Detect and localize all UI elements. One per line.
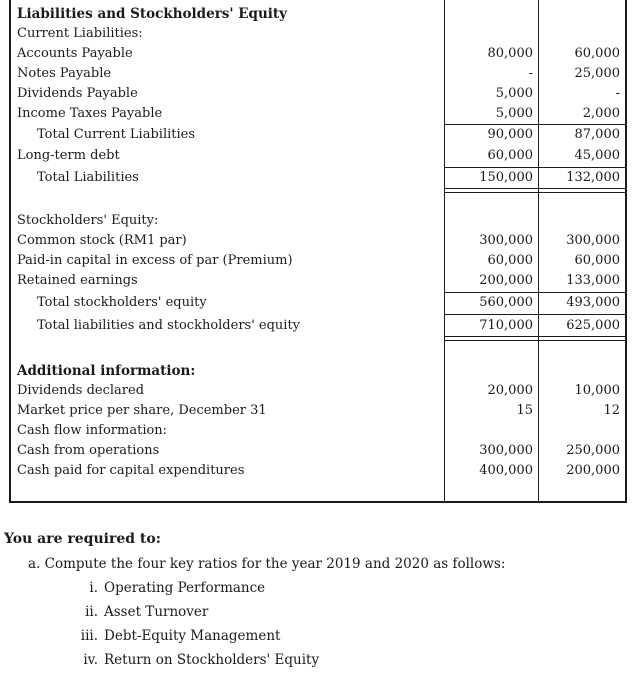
value-2019: 45,000: [574, 148, 620, 163]
table-row: [11, 421, 625, 441]
row-label: Current Liabilities:: [17, 26, 143, 41]
table-row: [11, 271, 625, 291]
value-2020: 80,000: [487, 46, 533, 61]
item-text: Operating Performance: [104, 580, 266, 596]
section-heading-equity: [11, 211, 625, 231]
value-2019: 250,000: [566, 443, 620, 458]
row-label: Total Liabilities: [37, 170, 139, 185]
value-2019: 200,000: [566, 463, 620, 478]
value-2020: 20,000: [487, 383, 533, 398]
table-row: [11, 104, 625, 124]
value-2019: 12: [603, 403, 620, 418]
table-row: [11, 441, 625, 461]
row-label: Dividends declared: [17, 383, 145, 398]
value-2020: 400,000: [479, 463, 533, 478]
value-2020: 150,000: [479, 170, 533, 185]
row-label: Cash paid for capital expenditures: [17, 463, 245, 478]
row-label: Common stock (RM1 par): [17, 233, 187, 248]
value-2019: 60,000: [574, 46, 620, 61]
requirement-item: [76, 604, 208, 620]
requirement-item: [76, 628, 280, 644]
value-2019: -: [615, 86, 620, 101]
value-2020: 200,000: [479, 273, 533, 288]
item-number: iv.: [83, 652, 98, 668]
row-label: Accounts Payable: [17, 46, 133, 61]
value-2020: 90,000: [487, 127, 533, 142]
value-2019: 132,000: [566, 170, 620, 185]
value-2019: 493,000: [566, 295, 620, 310]
value-2019: 87,000: [574, 127, 620, 142]
row-label: Notes Payable: [17, 66, 112, 81]
value-2020: -: [528, 66, 533, 81]
row-label: Income Taxes Payable: [17, 106, 163, 121]
value-2020: 5,000: [495, 86, 533, 101]
value-2019: 25,000: [574, 66, 620, 81]
value-2019: 625,000: [566, 318, 620, 333]
table-row: [11, 381, 625, 401]
row-label: Paid-in capital in excess of par (Premium): [17, 253, 293, 268]
table-row: [11, 316, 625, 336]
value-2020: 60,000: [487, 148, 533, 163]
row-label: Total Current Liabilities: [37, 127, 196, 142]
row-label: Total liabilities and stockholders' equity: [37, 318, 301, 333]
row-label: Total stockholders' equity: [37, 295, 207, 310]
table-row: [11, 401, 625, 421]
subtotal-rule: [444, 314, 625, 315]
double-rule: [444, 188, 625, 193]
value-2019: 60,000: [574, 253, 620, 268]
balance-sheet-table: [9, 0, 627, 503]
table-row: [11, 44, 625, 64]
item-number: ii.: [85, 604, 98, 620]
item-text: Asset Turnover: [104, 604, 209, 620]
row-label: Long-term debt: [17, 148, 120, 163]
value-2020: 15: [516, 403, 533, 418]
item-text: Return on Stockholders' Equity: [104, 652, 320, 668]
row-label: Retained earnings: [17, 273, 138, 288]
row-label: Market price per share, December 31: [17, 403, 267, 418]
table-row: [11, 84, 625, 104]
row-label: Cash from operations: [17, 443, 160, 458]
item-text: Debt-Equity Management: [104, 628, 281, 644]
requirement-part-a: a. Compute the four key ratios for the year 2019 and 2020 as follows:: [28, 556, 506, 572]
section-heading-additional: [11, 361, 625, 381]
value-2020: 300,000: [479, 443, 533, 458]
item-number: i.: [89, 580, 98, 596]
value-2020: 60,000: [487, 253, 533, 268]
value-2019: 133,000: [566, 273, 620, 288]
table-row: [11, 64, 625, 84]
requirement-item: [76, 580, 265, 596]
requirement-item: [76, 652, 319, 668]
item-number: iii.: [80, 628, 98, 644]
table-row: [11, 231, 625, 251]
value-2020: 300,000: [479, 233, 533, 248]
section-heading-liabilities: [11, 4, 625, 24]
table-row: [11, 251, 625, 271]
table-row: [11, 146, 625, 166]
table-row: [11, 125, 625, 145]
row-label: Dividends Payable: [17, 86, 138, 101]
table-row: [11, 168, 625, 188]
value-2020: 710,000: [479, 318, 533, 333]
table-row: [11, 461, 625, 481]
table-row: [11, 293, 625, 313]
value-2019: 300,000: [566, 233, 620, 248]
table-row: [11, 24, 625, 44]
value-2019: 10,000: [574, 383, 620, 398]
section-heading-text: Stockholders' Equity:: [17, 213, 159, 228]
requirements-title: You are required to:: [4, 531, 161, 547]
section-heading-text: Additional information:: [17, 363, 196, 379]
value-2020: 5,000: [495, 106, 533, 121]
row-label: Cash flow information:: [17, 423, 168, 438]
value-2020: 560,000: [479, 295, 533, 310]
double-rule: [444, 336, 625, 341]
section-heading-text: Liabilities and Stockholders' Equity: [17, 6, 287, 22]
value-2019: 2,000: [582, 106, 620, 121]
